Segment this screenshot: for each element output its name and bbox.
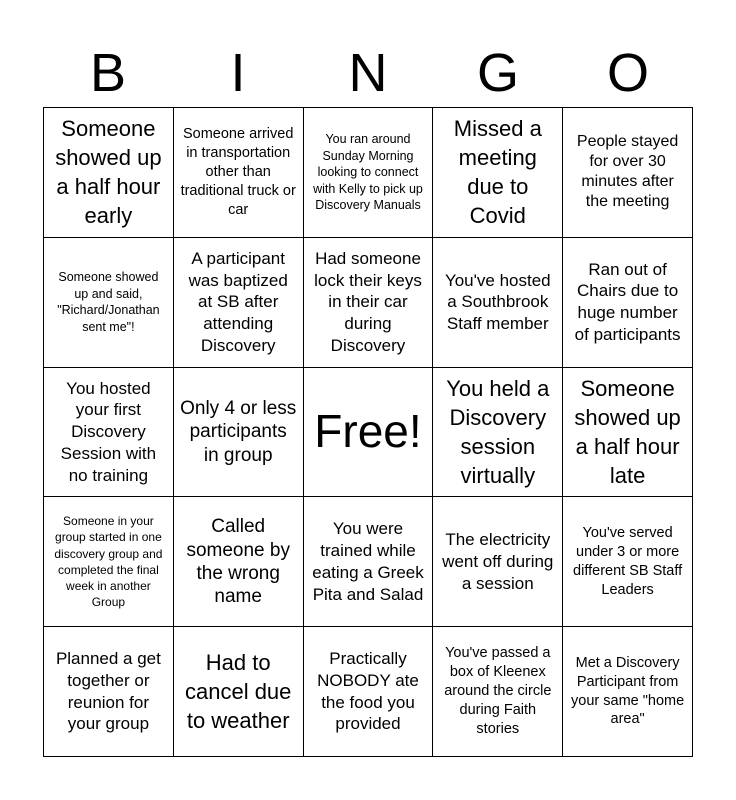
- bingo-cell[interactable]: [174, 627, 304, 757]
- cell-text: Missed a meeting due to Covid: [453, 116, 542, 229]
- cell-text: Someone showed up a half hour late: [574, 375, 681, 489]
- cell-text: Someone arrived in transportation other than traditional truck or car: [180, 126, 296, 218]
- bingo-cell[interactable]: [304, 108, 434, 238]
- cell-text: Someone in your group started in one discovery group and completed the final week in another Group: [54, 514, 163, 610]
- bingo-cell[interactable]: [433, 627, 563, 757]
- bingo-cell[interactable]: [563, 238, 693, 368]
- bingo-cell[interactable]: [304, 497, 434, 627]
- bingo-cell[interactable]: [174, 108, 304, 238]
- bingo-cell[interactable]: [304, 238, 434, 368]
- cell-text: Ran out of Chairs due to huge number of participants: [574, 259, 681, 344]
- cell-text: Only 4 or less participants in group: [180, 398, 297, 466]
- cell-text: You were trained while eating a Greek Pita and Salad: [312, 519, 424, 604]
- bingo-cell[interactable]: [174, 238, 304, 368]
- bingo-cell[interactable]: [44, 368, 174, 498]
- header-letter-i: I: [230, 43, 246, 103]
- bingo-cell[interactable]: [433, 238, 563, 368]
- cell-text: Called someone by the wrong name: [186, 516, 290, 607]
- cell-text: Planned a get together or reunion for your group: [55, 649, 161, 734]
- header-letter-o: O: [606, 43, 649, 103]
- cell-text: The electricity went off during a session: [442, 530, 554, 593]
- header-letter-n: N: [348, 43, 388, 103]
- bingo-cell[interactable]: [433, 497, 563, 627]
- cell-text: Had to cancel due to weather: [184, 650, 292, 734]
- cell-text: You've passed a box of Kleenex around the circle during Faith stories: [444, 645, 552, 737]
- cell-text: A participant was baptized at SB after attending Discovery: [188, 248, 288, 355]
- bingo-cell[interactable]: [174, 497, 304, 627]
- bingo-cell[interactable]: [44, 108, 174, 238]
- cell-text: Practically NOBODY ate the food you provided: [317, 649, 419, 734]
- cell-text: You've hosted a Southbrook Staff member: [444, 270, 551, 334]
- bingo-cell[interactable]: [44, 627, 174, 757]
- cell-text: People stayed for over 30 minutes after the meeting: [576, 133, 679, 211]
- header-letter-b: B: [89, 43, 127, 103]
- bingo-board: [43, 107, 693, 757]
- bingo-cell[interactable]: [563, 497, 693, 627]
- cell-text: Met a Discovery Participant from your same "home area": [571, 654, 685, 728]
- cell-text: You held a Discovery session virtually: [446, 375, 550, 489]
- cell-text: You ran around Sunday Morning looking to connect with Kelly to pick up Discovery Manuals: [313, 132, 423, 213]
- bingo-cell[interactable]: [433, 108, 563, 238]
- cell-text: Had someone lock their keys in their car during Discovery: [314, 248, 422, 355]
- header-letter-g: G: [476, 43, 519, 103]
- cell-text: Someone showed up and said, "Richard/Jonathan sent me"!: [57, 270, 160, 334]
- cell-text: You've served under 3 or more different SB Staff Leaders: [573, 525, 683, 598]
- bingo-cell[interactable]: [563, 368, 693, 498]
- bingo-cell[interactable]: [44, 497, 174, 627]
- free-space-label: Free!: [314, 405, 422, 458]
- bingo-cell[interactable]: [563, 627, 693, 757]
- bingo-cell[interactable]: [304, 627, 434, 757]
- bingo-cell[interactable]: [563, 108, 693, 238]
- bingo-header: [43, 40, 693, 106]
- bingo-cell[interactable]: [433, 368, 563, 498]
- cell-text: Someone showed up a half hour early: [55, 116, 162, 229]
- bingo-cell[interactable]: [44, 238, 174, 368]
- free-space[interactable]: [304, 368, 434, 498]
- bingo-cell[interactable]: [174, 368, 304, 498]
- cell-text: You hosted your first Discovery Session with no training: [60, 378, 157, 485]
